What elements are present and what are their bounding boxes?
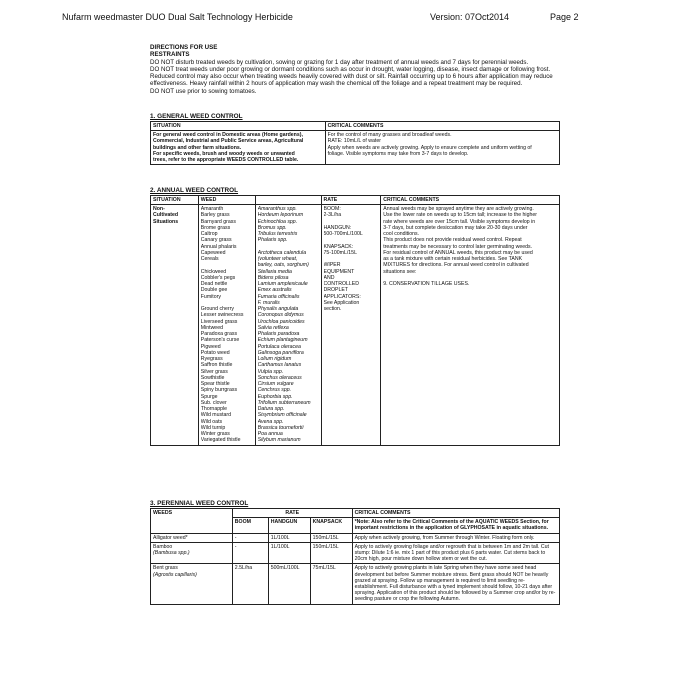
comments-cell — [325, 131, 559, 165]
restraint-line: DO NOT treat weeds under poor growing or dormant conditions such as occur in drought, water logging, disease, insect damage or following frost. — [150, 65, 551, 73]
restraint-line: DO NOT use prior to sowing tomatoes. — [150, 87, 257, 95]
column-header: RATE — [321, 196, 381, 205]
weed-common-name: Ground cherry — [200, 306, 234, 313]
weed-latin-name: Fumaria officinalis — [257, 293, 300, 300]
comment-line: 9. CONSERVATION TILLAGE USES. — [383, 281, 470, 288]
rate-line: CONTROLLED — [323, 281, 359, 288]
weed-latin-name: Bromus spp. — [257, 224, 287, 231]
knapsack-rate: 150mL/15L — [310, 542, 352, 564]
weed-latin-name: Avena spp. — [257, 418, 284, 425]
column-header: CRITICAL COMMENTS — [381, 196, 560, 205]
comment-line: MIXTURES for directions. For annual weed control in cultivated — [383, 262, 529, 269]
weed-common-name: Dead nettle — [200, 281, 228, 288]
page-header — [62, 12, 652, 26]
weed-common-name: Barley grass — [200, 212, 230, 219]
section1-title: 1. GENERAL WEED CONTROL — [150, 113, 243, 120]
weed-common-name: Amaranth — [200, 206, 224, 213]
table-row — [151, 564, 560, 604]
weed-common-name: Spiny burrgrass — [200, 387, 238, 394]
table-row — [151, 533, 560, 542]
document-title: Nufarm weedmaster DUO Dual Salt Technology Herbicide — [62, 12, 293, 22]
weed-latin-name: Sisymbrium officinale — [257, 412, 307, 419]
weed-latin-name: barley, oats, sorghum) — [257, 262, 309, 269]
table-row — [151, 542, 560, 564]
weed-common-name: Fumitory — [200, 293, 221, 300]
weed-latin-name: Brassica tournefortii — [257, 424, 304, 431]
restraint-line: Reduced control may also occur when treating weeds heavily covered with dust or silt. Rainfall occurring up to 6 hours after application may reduce — [150, 73, 553, 81]
comment-line: as a tank mixture with certain residual herbicides. See TANK — [383, 256, 523, 263]
column-header: CRITICAL COMMENTS — [325, 122, 559, 131]
rate-line: HANDGUN: — [323, 224, 352, 231]
comment-line: cool conditions. — [383, 231, 420, 238]
weed-common-name: Paradoxa grass — [200, 331, 238, 338]
weed-common-name: Ryegrass — [200, 356, 223, 363]
weed-latin-name: Cenchrus spp. — [257, 387, 292, 394]
weed-common-name: Wild turnip — [200, 424, 226, 431]
situation-line: For general weed control in Domestic areas (Home gardens), — [153, 132, 303, 139]
situation-line: Situations — [153, 218, 179, 225]
restraint-line: DO NOT disturb treated weeds by cultivation, sowing or grazing for 1 day after treatment of annual weeds and 7 days for perennial weeds. — [150, 58, 529, 66]
weed-common-name: Saffron thistle — [200, 362, 233, 369]
comment-line: This product does not provide residual weed control. Repeat — [383, 237, 522, 244]
section2-title: 2. ANNUAL WEED CONTROL — [150, 187, 239, 194]
rate-line: KNAPSACK: — [323, 243, 354, 250]
restraints-heading: RESTRAINTS — [150, 51, 190, 59]
weed-name: Alligator weed* — [153, 534, 188, 541]
weed-common-name: Sub. clover — [200, 399, 227, 406]
weed-common-name: Mintweed — [200, 324, 223, 331]
perennial-rows — [151, 533, 560, 604]
weed-common-name: Wild mustard — [200, 412, 232, 419]
weed-common-name: Variegated thistle — [200, 437, 241, 444]
column-header: WEED — [198, 196, 255, 205]
annual-weed-control-table — [150, 195, 560, 446]
weed-latin-name: Vulpia spp. — [257, 368, 284, 375]
column-header: SITUATION — [151, 196, 199, 205]
comment-line: rate where weeds are over 15cm tall. Visible symptoms develop in — [383, 218, 536, 225]
weed-latin-name: Tribulus terrestris — [257, 231, 298, 238]
weed-common-name: Annual phalaris — [200, 243, 237, 250]
comment-line: Use the lower rate on weeds up to 15cm tall; increase to the higher — [383, 212, 537, 219]
weed-name: Bent grass — [153, 565, 178, 572]
weed-common-name: Spear thistle — [200, 381, 230, 388]
weed-cell — [151, 564, 233, 604]
table-row — [151, 205, 560, 446]
boom-rate: 2.5L/ha — [232, 564, 268, 604]
weed-common-name: Liverseed grass — [200, 318, 238, 325]
weed-latin-name: Sonchus oleraceus — [257, 374, 302, 381]
weed-latin-name: Phalaris paradoxa — [257, 331, 300, 338]
weed-latin-name: Salvia reflexa — [257, 324, 289, 331]
comment-line: Annual weeds may be sprayed anytime they are actively growing. — [383, 206, 534, 213]
weed-latin-name: Physalis angulata — [257, 306, 299, 313]
weed-latin-name: Phalaris spp. — [257, 237, 288, 244]
weed-common-name: Paterson's curse — [200, 337, 240, 344]
handgun-rate: 500mL/100L — [268, 564, 310, 604]
rate-line: BOOM: — [323, 206, 341, 213]
situation-line: Commercial, Industrial and Public Service areas, Agricultural — [153, 138, 304, 145]
weed-latin-name: Hordeum leporinum — [257, 212, 304, 219]
column-header: BOOM — [232, 518, 268, 533]
weed-latin-name: Galinsoga parviflora — [257, 349, 304, 356]
weed-latin-name: Datura spp. — [257, 406, 285, 413]
weed-latin-name: Echinochloa spp. — [257, 218, 298, 225]
weed-latin-name: Lamium amplexicaule — [257, 281, 308, 288]
situation-cell — [151, 131, 326, 165]
restraints-section — [150, 44, 560, 95]
comment-cell: Apply to actively growing plants in late Spring when they have some seed head development but before Summer moisture stress. Bent grass should NOT be heavily grazed at spraying. Follow up management is required to limit seedling re-establishment. Full disturbance with a tyned implement should follow, 10-21 days after spraying. Application of this product should be followed by a Summer crop and/or by re-seeding pasture or crop the following Autumn. — [352, 564, 559, 604]
rate-cell — [321, 205, 381, 446]
handgun-rate: 1L/100L — [268, 533, 310, 542]
column-header: WEEDS — [151, 509, 233, 534]
boom-rate: - — [232, 542, 268, 564]
table-header-row — [151, 509, 560, 518]
situation-line: buildings and other farm situations. — [153, 144, 242, 151]
weed-latin-name: (volunteer wheat, — [257, 256, 298, 263]
weed-latin-name: Euphorbia spp. — [257, 393, 293, 400]
weed-latin-name: Silybum marianum — [257, 437, 301, 444]
rate-line: See Application — [323, 299, 360, 306]
knapsack-rate: 150mL/15L — [310, 533, 352, 542]
rate-line: WIPER — [323, 262, 341, 269]
weed-common-name: Winter grass — [200, 431, 230, 438]
weed-common-name: Barnyard grass — [200, 218, 236, 225]
comment-line: Apply when weeds are actively growing. Apply to ensure complete and uniform wetting of — [327, 144, 532, 151]
table-header-row — [151, 122, 560, 131]
perennial-weed-control-table — [150, 508, 560, 605]
weed-common-name: Wild oats — [200, 418, 223, 425]
weed-latin-name: Arctotheca calendula — [257, 249, 307, 256]
weed-cell — [151, 533, 233, 542]
general-weed-control-table — [150, 121, 560, 165]
comment-line: 3-7 days, but complete desiccation may take 20-30 days under — [383, 224, 528, 231]
weed-latin-name: Carthamus lanatus — [257, 362, 302, 369]
weed-latin-name: Trifolium subterraneum — [257, 399, 311, 406]
weed-common-name: Canary grass — [200, 237, 232, 244]
situation-line: For specific weeds, brush and woody weeds or unwanted — [153, 150, 295, 157]
weed-latin-name: Portulaca oleracea — [257, 343, 301, 350]
column-header: KNAPSACK — [310, 518, 352, 533]
weed-latin-name: Coronopus didymus — [257, 312, 304, 319]
weed-common-name: Pigweed — [200, 343, 221, 350]
weed-common-name: Caltrop — [200, 231, 218, 238]
weed-common-name: Thornapple — [200, 406, 228, 413]
weed-common-name: Double gee — [200, 287, 228, 294]
column-header — [255, 196, 321, 205]
comment-cell: Apply to actively growing foliage and/or regrowth that is between 1m and 2m tall. Cut stump: Dilute 1:6 ie. mix 1 part of this product plus 6 parts water. Cut stems back to 20cm high, pour mixture down hollow stem or wet the cut. — [352, 542, 559, 564]
weed-common-name: Brome grass — [200, 224, 231, 231]
weed-latin-name: Poa annua — [257, 431, 283, 438]
rate-line: 500-700mL/100L — [323, 231, 363, 238]
table-header-row — [151, 196, 560, 205]
comment-cell: Apply when actively growing, from Summer through Winter. Floating form only. — [352, 533, 559, 542]
rate-line: AND — [323, 274, 335, 281]
rate-line: EQUIPMENT — [323, 268, 355, 275]
weed-latin-name: F. muralis — [257, 299, 280, 306]
boom-rate: - — [232, 533, 268, 542]
situation-line: Non- — [153, 206, 165, 213]
rate-line: section. — [323, 306, 342, 313]
weed-latin-name: (Bambusa spp.) — [153, 550, 190, 557]
comment-line: treatments may be necessary to control later germinating weeds. — [383, 243, 533, 250]
directions-heading: DIRECTIONS FOR USE — [150, 44, 218, 51]
weed-latin-name: Echium plantagineum — [257, 337, 308, 344]
weed-common-name: Sowthistle — [200, 374, 225, 381]
comment-line: For residual control of ANNUAL weeds, this product may be used — [383, 249, 533, 256]
column-header: SITUATION — [151, 122, 326, 131]
weed-latin-name: Stellaria media — [257, 268, 292, 275]
comment-line: RATE: 10mL/L of water — [327, 138, 381, 145]
weed-common-name: Cobbler's pegs — [200, 274, 236, 281]
weed-common-name: Cereals — [200, 256, 219, 263]
rate-line: DROPLET — [323, 287, 349, 294]
section3-title: 3. PERENNIAL WEED CONTROL — [150, 500, 249, 507]
table-row — [151, 131, 560, 165]
column-header: RATE — [232, 509, 352, 518]
weed-common-name: Capeweed — [200, 249, 226, 256]
comment-line: situations see: — [383, 268, 417, 275]
handgun-rate: 1L/100L — [268, 542, 310, 564]
situation-line: Cultivated — [153, 212, 179, 219]
rate-line: 2-3L/ha — [323, 212, 342, 219]
situation-cell — [151, 205, 199, 446]
knapsack-rate: 75mL/15L — [310, 564, 352, 604]
weed-latin-name: (Agrostis capillaris) — [153, 571, 197, 578]
weed-latin-name: Emex australis — [257, 287, 292, 294]
comments-cell — [381, 205, 560, 446]
weed-cell — [151, 542, 233, 564]
situation-line: trees, refer to the appropriate WEEDS CONTROLLED table. — [153, 157, 299, 164]
aquatic-note: *Note: Also refer to the Critical Comments of the AQUATIC WEEDS Section, for important restrictions in the application of GLYPHOSATE in aquatic situations. — [352, 518, 559, 533]
restraint-line: effectiveness. Heavy rainfall within 2 hours of application may wash the chemical off the foliage and a repeat treatment may be required. — [150, 80, 523, 88]
weed-latin-name: Bidens pilosa — [257, 274, 289, 281]
weed-latin-name: Cirsium vulgare — [257, 381, 294, 388]
weed-common-name: Spurge — [200, 393, 218, 400]
rate-line: APPLICATORS: — [323, 293, 361, 300]
comment-line: foliage. Visible symptoms may take from 3-7 days to develop. — [327, 150, 469, 157]
weed-latin-name: Urochloa panicoides — [257, 318, 305, 325]
page-number: Page 2 — [550, 12, 579, 22]
weed-latin-names-cell — [255, 205, 321, 446]
rate-line: 75-100mL/15L — [323, 249, 357, 256]
weed-common-name: Potato weed — [200, 349, 230, 356]
column-header: CRITICAL COMMENTS — [352, 509, 559, 518]
weed-common-name: Silver grass — [200, 368, 228, 375]
weed-common-name: Chickweed — [200, 268, 227, 275]
weed-latin-name: Lolium rigidum — [257, 356, 292, 363]
comment-line: For the control of many grasses and broadleaf weeds. — [327, 132, 452, 139]
weed-common-names-cell — [198, 205, 255, 446]
document-version: Version: 07Oct2014 — [430, 12, 510, 22]
column-header: HANDGUN — [268, 518, 310, 533]
weed-name: Bamboo — [153, 543, 173, 550]
weed-latin-name: Amaranthus spp. — [257, 206, 297, 213]
weed-common-name: Lesser swinecress — [200, 312, 244, 319]
